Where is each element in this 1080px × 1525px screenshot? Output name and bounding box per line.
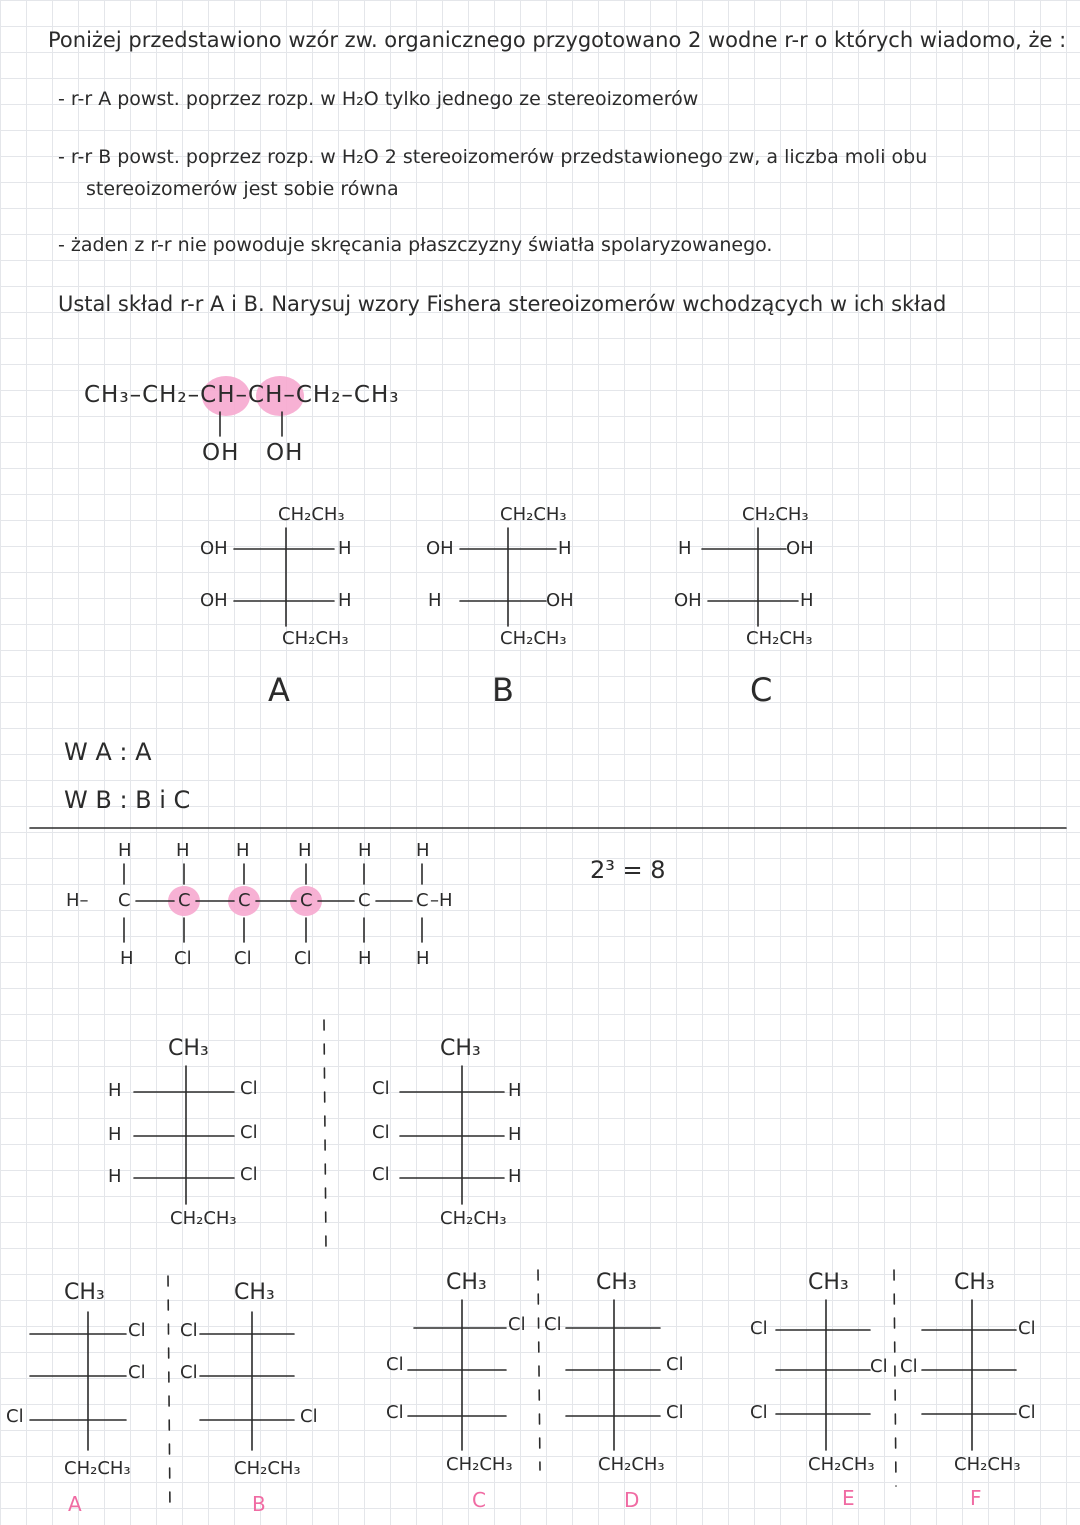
mirror-plane: [168, 1276, 170, 1512]
stereoisomer-count: 2³ = 8: [590, 856, 666, 884]
fischer-right-group: Cl: [240, 1164, 258, 1185]
chain-carbon: C: [238, 890, 251, 911]
isomer-label: D: [624, 1488, 640, 1512]
fischer-left-group: Cl: [750, 1318, 768, 1339]
chain-top-h: H: [416, 840, 430, 861]
chain-top-h: H: [298, 840, 312, 861]
fischer-top-group: CH₃: [440, 1036, 481, 1061]
fischer-left-group: Cl: [180, 1362, 198, 1383]
chain-right-h: –H: [430, 890, 453, 911]
fischer-right-group: Cl: [508, 1314, 526, 1335]
fischer-left-group: Cl: [544, 1314, 562, 1335]
fischer-bottom-group: CH₂CH₃: [440, 1208, 507, 1229]
bullet-solution-b: - r-r B powst. poprzez rozp. w H₂O 2 stereoizomerów przedstawionego zw, a liczba moli obu: [58, 146, 928, 168]
fischer-top-group: CH₃: [446, 1270, 487, 1295]
chain-carbon: C: [358, 890, 371, 911]
fischer-left-group: Cl: [6, 1406, 24, 1427]
fischer-top-group: CH₃: [808, 1270, 849, 1295]
chain-bottom-sub: H: [120, 948, 134, 969]
mirror-plane: [538, 1270, 540, 1470]
mirror-plane: [894, 1270, 896, 1486]
fischer-left-group: Cl: [386, 1354, 404, 1375]
fischer-right-group: Cl: [1018, 1402, 1036, 1423]
fischer-top-group: CH₃: [234, 1280, 275, 1305]
intro-line: Poniżej przedstawiono wzór zw. organicznego przygotowano 2 wodne r-r o których wiadomo, że :: [48, 28, 1067, 52]
fischer-left-group: Cl: [372, 1164, 390, 1185]
fischer-bottom-group: CH₂CH₃: [598, 1454, 665, 1475]
fischer-top-group: CH₂CH₃: [278, 504, 345, 525]
chain-bottom-sub: Cl: [234, 948, 252, 969]
fischer-bottom-group: CH₂CH₃: [64, 1458, 131, 1479]
isomer-label: A: [268, 671, 290, 709]
fischer-left-group: OH: [426, 538, 454, 559]
fischer-bottom-group: CH₂CH₃: [234, 1458, 301, 1479]
chain-top-h: H: [358, 840, 372, 861]
diol-oh: OH: [202, 440, 240, 466]
diol-oh: OH: [266, 440, 304, 466]
fischer-left-group: OH: [200, 538, 228, 559]
chain-top-h: H: [118, 840, 132, 861]
fischer-left-group: Cl: [750, 1402, 768, 1423]
fischer-right-group: Cl: [128, 1320, 146, 1341]
fischer-right-group: H: [508, 1166, 522, 1187]
fischer-right-group: Cl: [240, 1078, 258, 1099]
fischer-right-group: H: [508, 1080, 522, 1101]
fischer-left-group: H: [108, 1080, 122, 1101]
fischer-left-group: Cl: [900, 1356, 918, 1377]
fischer-right-group: H: [558, 538, 572, 559]
fischer-left-group: Cl: [180, 1320, 198, 1341]
chain-carbon: C: [178, 890, 191, 911]
fischer-bottom-group: CH₂CH₃: [282, 628, 349, 649]
chain-bottom-sub: Cl: [294, 948, 312, 969]
mirror-plane: [324, 1020, 326, 1250]
fischer-left-group: Cl: [372, 1078, 390, 1099]
fischer-left-group: Cl: [372, 1122, 390, 1143]
chain-bottom-sub: H: [358, 948, 372, 969]
diol-chain: CH₃–CH₂–CH–CH–CH₂–CH₃: [84, 382, 400, 408]
fischer-left-group: OH: [200, 590, 228, 611]
bullet-no-rotation: - żaden z r-r nie powoduje skręcania płaszczyzny światła spolaryzowanego.: [58, 234, 773, 256]
fischer-right-group: H: [508, 1124, 522, 1145]
fischer-bottom-group: CH₂CH₃: [500, 628, 567, 649]
fischer-right-group: Cl: [240, 1122, 258, 1143]
fischer-bottom-group: CH₂CH₃: [746, 628, 813, 649]
bullet-solution-b-cont: stereoizomerów jest sobie równa: [86, 178, 399, 200]
chain-carbon: C: [416, 890, 429, 911]
fischer-left-group: H: [108, 1166, 122, 1187]
fischer-top-group: CH₃: [64, 1280, 105, 1305]
chain-bottom-sub: H: [416, 948, 430, 969]
fischer-left-group: Cl: [386, 1402, 404, 1423]
fischer-right-group: Cl: [870, 1356, 888, 1377]
task-text: Ustal skład r-r A i B. Narysuj wzory Fishera stereoizomerów wchodzących w ich skład: [58, 292, 947, 316]
fischer-right-group: Cl: [128, 1362, 146, 1383]
answer-solution-b: W B : B i C: [64, 786, 191, 814]
chain-left-h: H–: [66, 890, 89, 911]
bullet-solution-a: - r-r A powst. poprzez rozp. w H₂O tylko jednego ze stereoizomerów: [58, 88, 699, 110]
fischer-right-group: OH: [786, 538, 814, 559]
fischer-right-group: H: [338, 590, 352, 611]
fischer-right-group: Cl: [666, 1354, 684, 1375]
fischer-top-group: CH₂CH₃: [500, 504, 567, 525]
fischer-left-group: H: [678, 538, 692, 559]
fischer-right-group: OH: [546, 590, 574, 611]
isomer-label: A: [68, 1492, 82, 1516]
fischer-right-group: Cl: [1018, 1318, 1036, 1339]
isomer-label: E: [842, 1486, 855, 1510]
chain-carbon: C: [300, 890, 313, 911]
chain-carbon: C: [118, 890, 131, 911]
fischer-left-group: H: [108, 1124, 122, 1145]
chain-bottom-sub: Cl: [174, 948, 192, 969]
fischer-bottom-group: CH₂CH₃: [446, 1454, 513, 1475]
fischer-top-group: CH₃: [954, 1270, 995, 1295]
chain-top-h: H: [176, 840, 190, 861]
fischer-bottom-group: CH₂CH₃: [954, 1454, 1021, 1475]
fischer-bottom-group: CH₂CH₃: [170, 1208, 237, 1229]
fischer-right-group: Cl: [300, 1406, 318, 1427]
isomer-label: F: [970, 1486, 982, 1510]
fischer-top-group: CH₃: [168, 1036, 209, 1061]
fischer-bottom-group: CH₂CH₃: [808, 1454, 875, 1475]
isomer-label: B: [252, 1492, 266, 1516]
fischer-right-group: H: [338, 538, 352, 559]
isomer-label: C: [750, 671, 773, 709]
fischer-top-group: CH₃: [596, 1270, 637, 1295]
fischer-left-group: OH: [674, 590, 702, 611]
fischer-top-group: CH₂CH₃: [742, 504, 809, 525]
chain-top-h: H: [236, 840, 250, 861]
fischer-right-group: H: [800, 590, 814, 611]
isomer-label: C: [472, 1488, 486, 1512]
isomer-label: B: [492, 671, 514, 709]
fischer-left-group: H: [428, 590, 442, 611]
answer-solution-a: W A : A: [64, 738, 152, 766]
fischer-right-group: Cl: [666, 1402, 684, 1423]
